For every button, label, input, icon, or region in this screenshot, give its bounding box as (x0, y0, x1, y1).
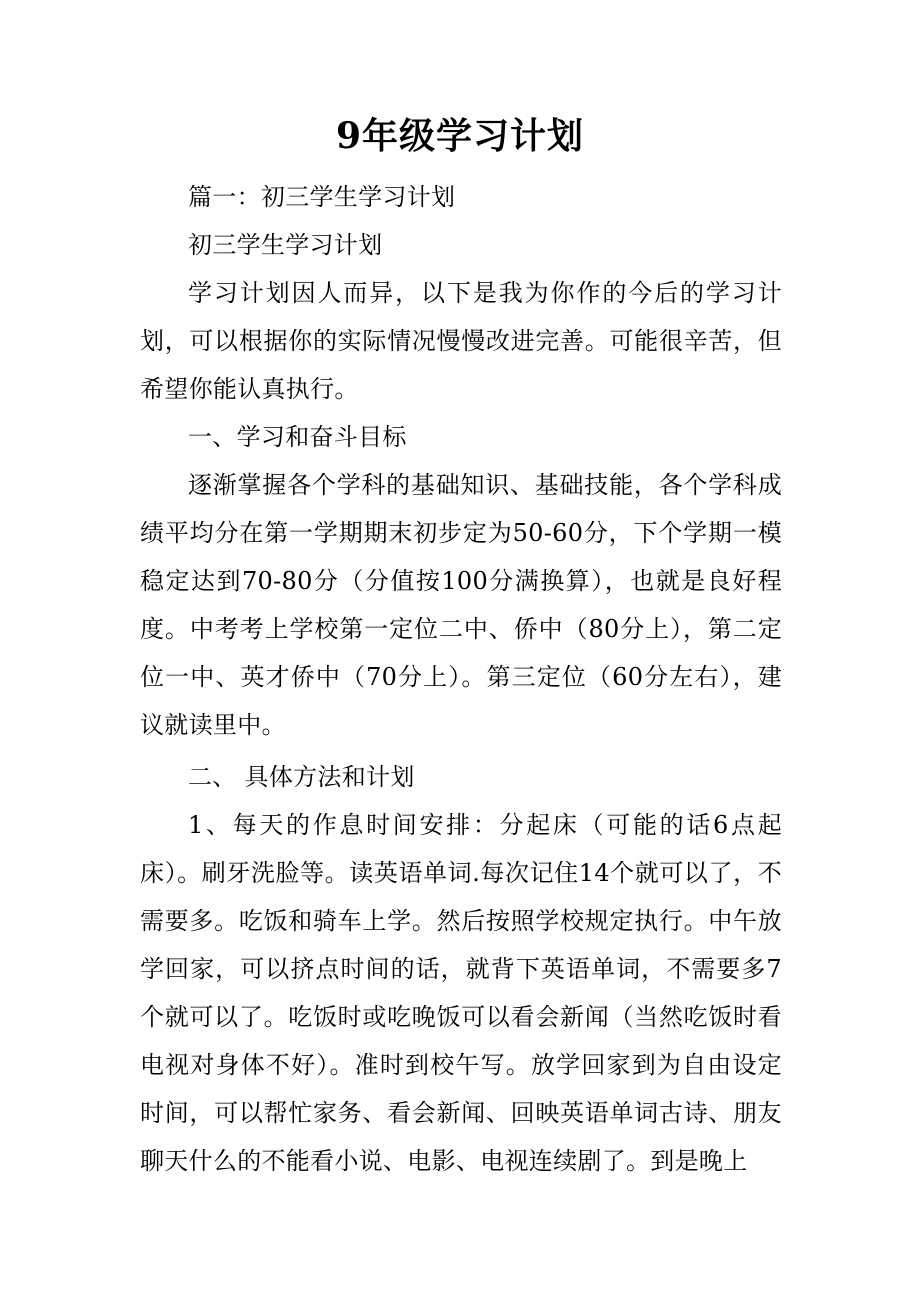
intro-paragraph: 学习计划因人而异，以下是我为你作的今后的学习计划，可以根据你的实际情况慢慢改进完善。可能很辛苦，但希望你能认真执行。 (140, 279, 782, 403)
document-body (140, 173, 782, 1185)
heading-methods: 二、 具体方法和计划 (188, 763, 415, 791)
goals-paragraph: 逐渐掌握各个学科的基础知识、基础技能，各个学科成绩平均分在第一学期期末初步定为50-60分，下个学期一模稳定达到70-80分（分值按100分满换算），也就是良好程度。中考考上学校第一定位二中、侨中（80分上），第二定位一中、英才侨中（70分上）。第三定位（60分左右），建议就读里中。 (140, 471, 782, 739)
subtitle: 初三学生学习计划 (188, 231, 383, 259)
section-heading-part-one: 篇一：初三学生学习计划 (188, 183, 456, 211)
schedule-paragraph: 1、每天的作息时间安排：分起床（可能的话6点起床）。刷牙洗脸等。读英语单词.每次记住14个就可以了，不需要多。吃饭和骑车上学。然后按照学校规定执行。中午放学回家，可以挤点时间的话，就背下英语单词，不需要多7个就可以了。吃饭时或吃晚饭可以看会新闻（当然吃饭时看电视对身体不好）。准时到校午写。放学回家到为自由设定时间，可以帮忙家务、看会新闻、回映英语单词古诗、朋友聊天什么的不能看小说、电影、电视连续剧了。到是晚上 (140, 811, 782, 1175)
document-title: 9年级学习计划 (335, 115, 585, 157)
heading-goals: 一、学习和奋斗目标 (188, 423, 407, 451)
